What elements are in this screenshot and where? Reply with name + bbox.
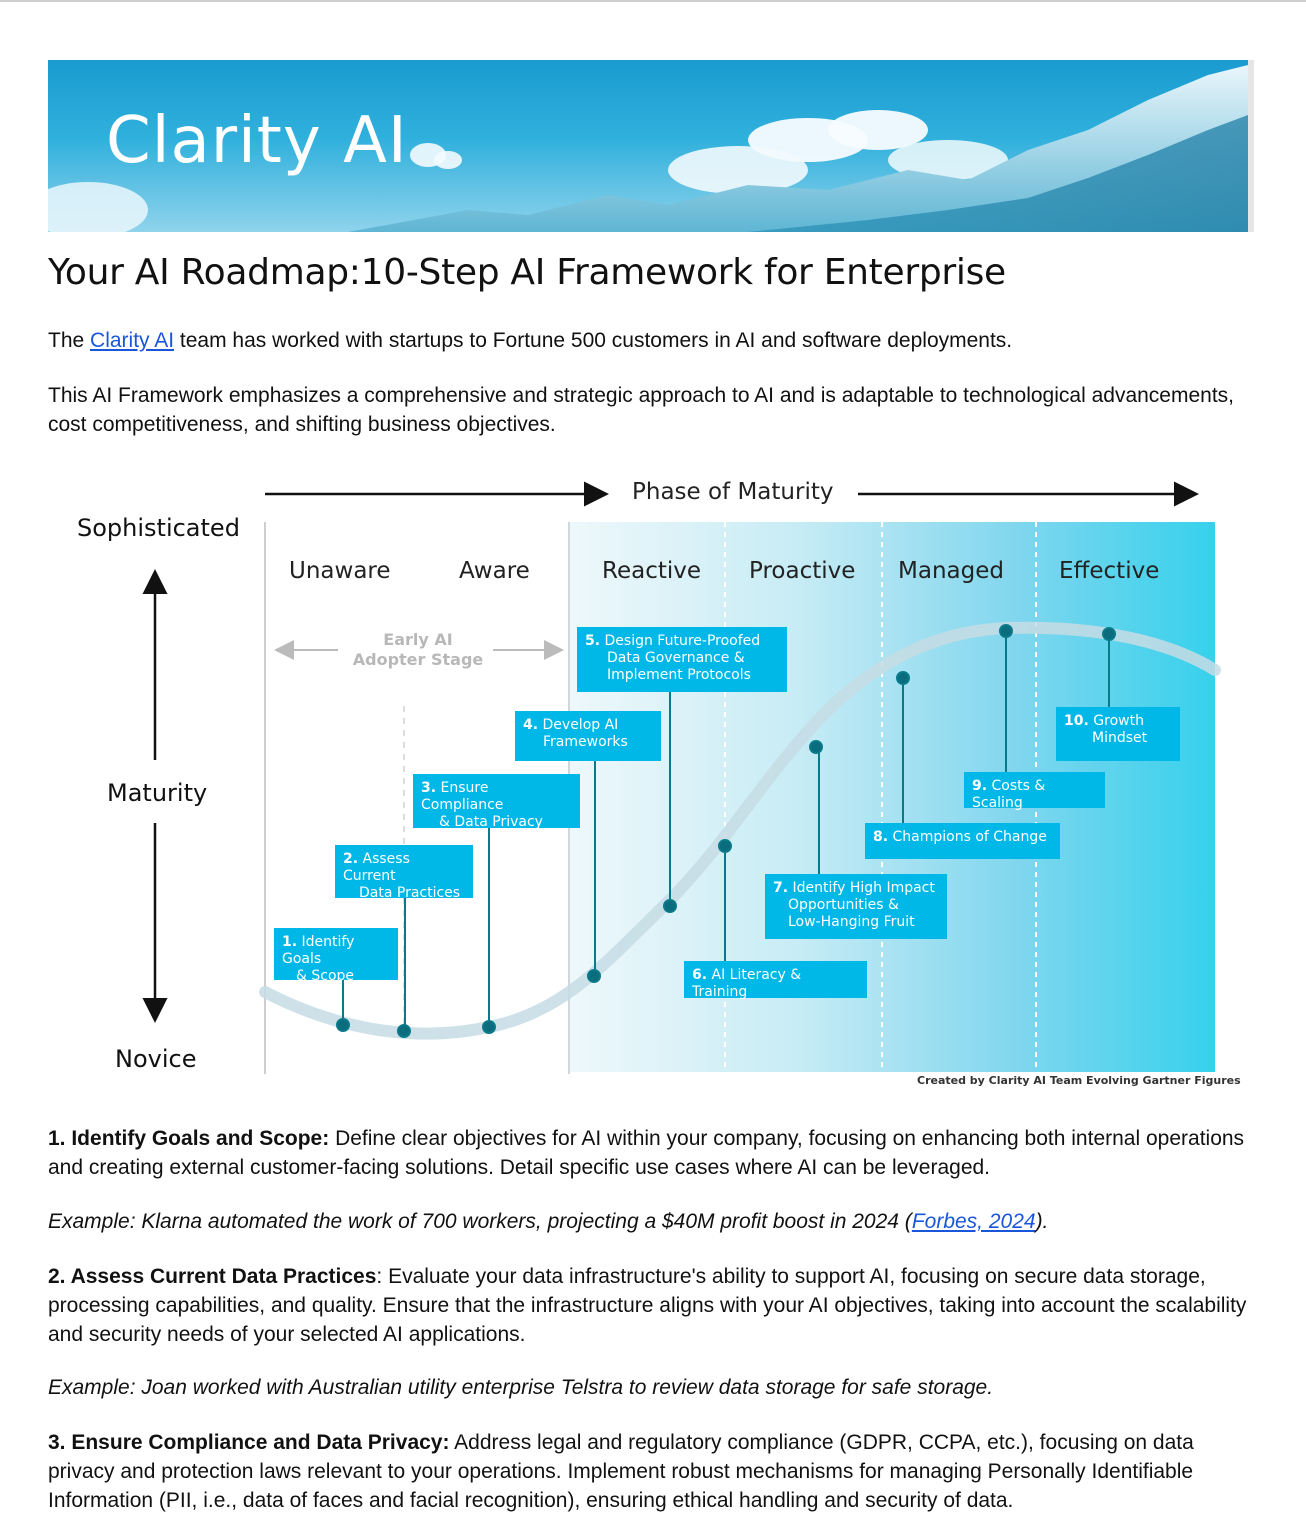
section-3-heading: 3. Ensure Compliance and Data Privacy: (48, 1431, 450, 1454)
step-4-box (515, 711, 661, 761)
step-5-dot (664, 900, 676, 912)
step-9-dot (1000, 625, 1012, 637)
step-1-number: 1. (282, 934, 298, 950)
step-5-line3: Implement Protocols (607, 667, 751, 683)
framework-paragraph: This AI Framework emphasizes a comprehensive and strategic approach to AI and is adaptable to technological advancements, cost competitiveness, and shifting business objectives. (48, 384, 1234, 436)
early-adopter-line2: Adopter Stage (352, 650, 484, 669)
section-1-body: Define clear objectives for AI within your company, focusing on enhancing both internal operations and creating external customer-facing solutions. Detail specific use cases where AI can be leveraged. (48, 1127, 1245, 1179)
phase-managed: Managed (898, 558, 1004, 584)
step-8-number: 8. (873, 829, 889, 845)
intro-paragraph (48, 326, 1248, 355)
step-2-line2: Data Practices (359, 885, 461, 901)
step-8-box (865, 823, 1060, 859)
step-9-line1: Costs & Scaling (972, 778, 1046, 811)
forbes-link[interactable]: Forbes, 2024 (911, 1210, 1036, 1233)
step-10-line1: Growth (1093, 713, 1144, 729)
section-2-body: : Evaluate your data infrastructure's ability to support AI, focusing on secure data storage, processing capabilities, and quality. Ensure that the infrastructure aligns with your AI objectives, taking into account the scalability and security needs of your selected AI applications. (48, 1265, 1247, 1346)
step-4-line1: Develop AI (542, 717, 619, 733)
phase-effective: Effective (1059, 558, 1160, 584)
step-5-box (577, 627, 787, 692)
banner-title: Clarity AI (106, 104, 408, 178)
diagram-caption: Created by Clarity AI Team Evolving Gartner Figures (917, 1074, 1241, 1087)
phase-unaware: Unaware (289, 558, 391, 584)
section-1-example-suffix: ). (1035, 1210, 1049, 1233)
step-7-line3: Low-Hanging Fruit (788, 914, 915, 930)
step-3-number: 3. (421, 780, 437, 796)
phase-aware: Aware (459, 558, 530, 584)
early-adopter-label (348, 630, 488, 670)
step-1-dot (337, 1019, 349, 1031)
clarity-ai-link[interactable]: Clarity AI (90, 329, 175, 352)
step-8-dot (897, 672, 909, 684)
step-3-dot (483, 1021, 495, 1033)
step-10-box (1056, 707, 1180, 761)
banner-edge (1248, 60, 1254, 232)
section-1-example (48, 1207, 1248, 1236)
intro-suffix: team has worked with startups to Fortune 500 customers in AI and software deployments. (174, 329, 1013, 352)
step-7-box (765, 874, 947, 939)
section-2-heading: 2. Assess Current Data Practices (48, 1265, 377, 1288)
step-3-box (413, 774, 580, 828)
step-2-dot (398, 1025, 410, 1037)
step-10-line2: Mindset (1092, 730, 1148, 746)
step-6-box (684, 961, 867, 998)
step-2-number: 2. (343, 851, 359, 867)
step-9-number: 9. (972, 778, 988, 794)
step-5-number: 5. (585, 633, 601, 649)
step-1-box (274, 928, 398, 984)
section-1-example-prefix: Example: Klarna automated the work of 700 workers, projecting a $40M profit boost in 2024 ( (48, 1210, 912, 1233)
step-7-line1: Identify High Impact (792, 880, 935, 896)
header-banner (48, 60, 1248, 232)
section-1-paragraph (48, 1124, 1248, 1182)
step-7-number: 7. (773, 880, 789, 896)
step-10-dot (1103, 628, 1115, 640)
step-7-dot (810, 741, 822, 753)
section-2-example (48, 1373, 1248, 1402)
section-1-heading: 1. Identify Goals and Scope: (48, 1127, 330, 1150)
section-2-example-text: Example: Joan worked with Australian utility enterprise Telstra to review data storage for safe storage. (48, 1376, 994, 1399)
step-2-box (335, 845, 473, 901)
step-3-line2: & Data Privacy (439, 814, 543, 830)
section-3-paragraph (48, 1428, 1248, 1515)
step-6-dot (719, 840, 731, 852)
step-6-line1: AI Literacy & Training (692, 967, 802, 1000)
phase-of-maturity-label: Phase of Maturity (632, 479, 834, 505)
phase-reactive: Reactive (602, 558, 702, 584)
page-title: Your AI Roadmap:10-Step AI Framework for Enterprise (48, 252, 1006, 293)
step-10-number: 10. (1064, 713, 1089, 729)
step-4-dot (588, 970, 600, 982)
maturity-diagram (48, 470, 1248, 1090)
step-2-line1: Assess Current (343, 851, 410, 884)
y-axis-bottom-label: Novice (115, 1045, 197, 1073)
step-6-number: 6. (692, 967, 708, 983)
step-1-line2: & Scope (296, 968, 355, 984)
y-axis-top-label: Sophisticated (77, 514, 240, 542)
step-4-line2: Frameworks (543, 734, 628, 750)
step-8-line1: Champions of Change (892, 829, 1047, 845)
step-3-line1: Ensure Compliance (421, 780, 504, 813)
step-7-line2: Opportunities & (788, 897, 899, 913)
step-5-line1: Design Future-Proofed (604, 633, 761, 649)
y-axis-middle-label: Maturity (107, 779, 208, 807)
section-3-body: Address legal and regulatory compliance (GDPR, CCPA, etc.), focusing on data privacy and protection laws relevant to your operations. Implement robust mechanisms for managing Personally Identifiable Information (PII, i.e., data of faces and facial recognition), ensuring ethical handling and security of data. (48, 1431, 1194, 1512)
early-adopter-line1: Early AI (383, 630, 453, 649)
step-9-box (964, 772, 1105, 811)
step-5-line2: Data Governance & (607, 650, 745, 666)
mature-region (569, 522, 1215, 1072)
step-1-line1: Identify Goals (282, 934, 355, 967)
top-border (0, 0, 1306, 2)
intro-prefix: The (48, 329, 91, 352)
phase-proactive: Proactive (749, 558, 856, 584)
step-4-number: 4. (523, 717, 539, 733)
section-2-paragraph (48, 1262, 1248, 1349)
